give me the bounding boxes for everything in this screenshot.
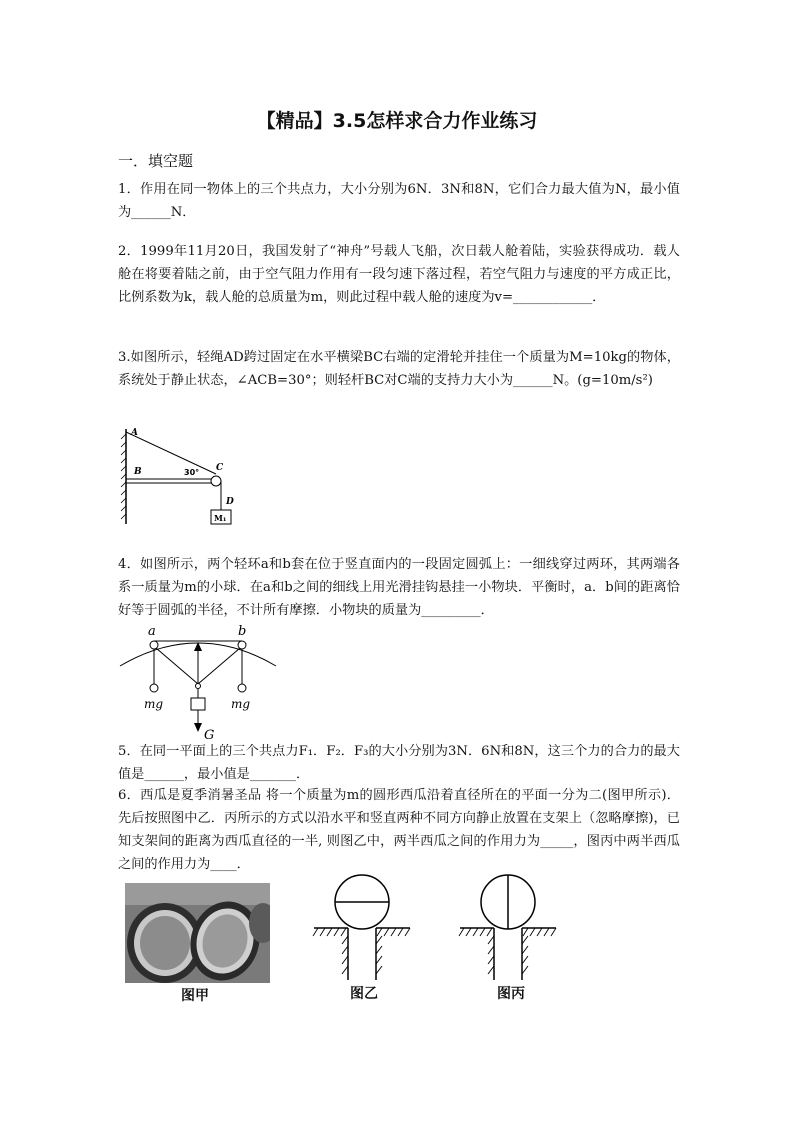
label-a: a <box>148 624 156 639</box>
question-3: 3.如图所示，轻绳AD跨过固定在水平横梁BC右端的定滑轮并挂住一个质量为M=10kg的物体，系统处于静止状态，∠ACB=30°；则轻杆BC对C端的支持力大小为______N。(g=10m/s²) <box>118 350 680 388</box>
label-B: B <box>134 467 142 477</box>
figure-bing-vertical-split <box>458 872 558 984</box>
figure-yi-horizontal-split <box>312 872 412 984</box>
label-C: C <box>216 463 224 473</box>
label-angle: 30° <box>184 468 200 477</box>
label-mass: M₁ <box>214 513 227 523</box>
question-5: 5．在同一平面上的三个共点力F₁．F₂．F₃的大小分别为3N．6N和8N，这三个力的合力的最大值是______，最小值是_______． <box>118 744 680 782</box>
label-G: G <box>204 728 215 742</box>
page-title: 【精品】3.5怎样求合力作业练习 <box>256 110 538 132</box>
question-2: 2．1999年11月20日，我国发射了“神舟”号载人飞船，次日载人舱着陆，实验获得成功．载人舱在将要着陆之前，由于空气阻力作用有一段匀速下落过程，若空气阻力与速度的平方成正比，比例系数为k，载人舱的总质量为m，则此过程中载人舱的速度为v=____________． <box>118 244 680 305</box>
caption-yi: 图乙 <box>350 986 378 1002</box>
label-b: b <box>238 624 247 639</box>
question-4: 4．如图所示，两个轻环a和b套在位于竖直面内的一段固定圆弧上：一细线穿过两环，其两端各系一质量为m的小球．在a和b之间的细线上用光滑挂钩悬挂一小物块．平衡时，a．b间的距离恰好等于圆弧的半径，不计所有摩擦．小物块的质量为_________． <box>118 557 680 618</box>
label-mg-right: mg <box>231 697 251 711</box>
figure-4-rings-arc <box>118 620 278 742</box>
question-6: 6．西瓜是夏季消暑圣品 将一个质量为m的圆形西瓜沿着直径所在的平面一分为二(图甲所示)．先后按照图中乙．丙所示的方式以沿水平和竖直两种不同方向静止放置在支架上（忽略摩擦)，已知支架间的距离为西瓜直径的一半, 则图乙中，两半西瓜之间的作用力为_____，图丙中两半西瓜之间的作用力为____． <box>118 788 680 872</box>
section-heading: 一．填空题 <box>118 152 194 170</box>
figure-3-pulley <box>118 424 248 536</box>
watermelon-photo <box>125 883 270 983</box>
label-D: D <box>226 497 234 507</box>
caption-bing: 图丙 <box>497 986 525 1002</box>
caption-jia: 图甲 <box>181 988 209 1004</box>
label-mg-left: mg <box>144 697 164 711</box>
label-A: A <box>131 428 138 438</box>
question-1: 1．作用在同一物体上的三个共点力，大小分别为6N．3N和8N，它们合力最大值为N，最小值为______N． <box>118 182 680 220</box>
